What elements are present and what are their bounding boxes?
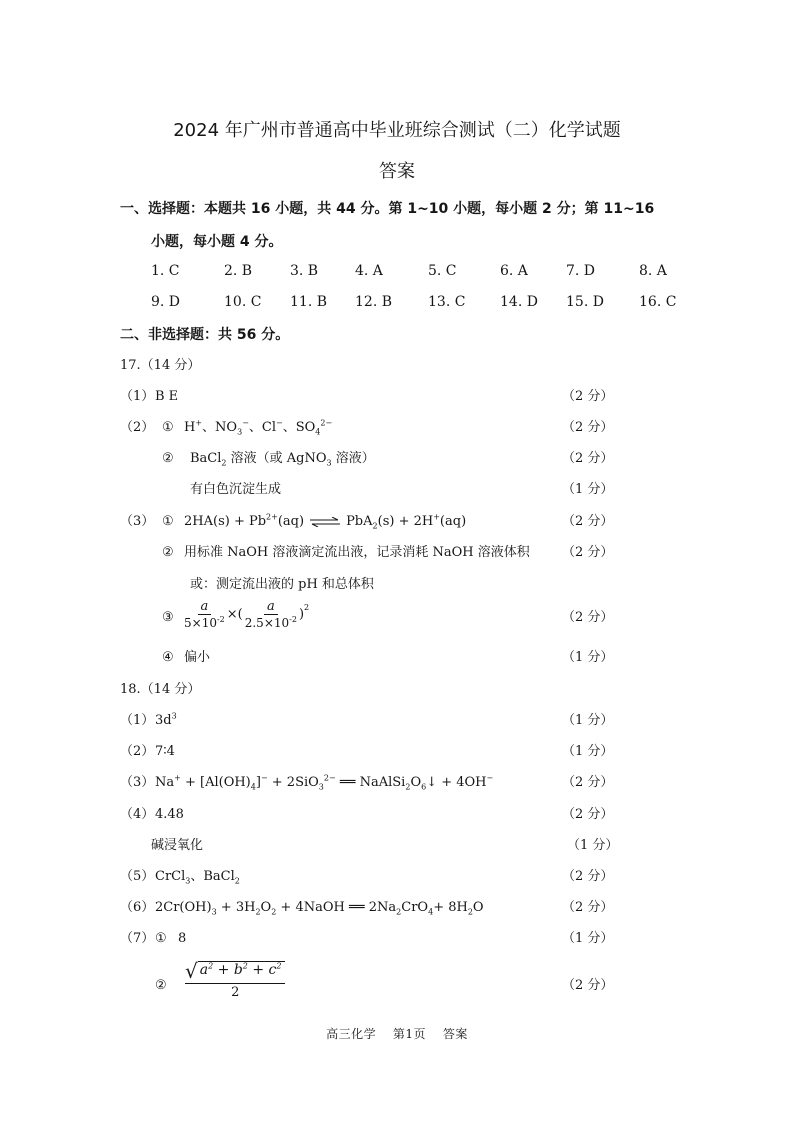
q18-part1-label: （1） bbox=[120, 713, 155, 728]
q18-part4-label: （4） bbox=[120, 807, 155, 822]
q18-part2-label: （2） bbox=[120, 744, 155, 759]
score: （2 分） bbox=[562, 900, 614, 915]
q18-part5-answer: CrCl$_3$、BaCl$_2$ bbox=[155, 869, 240, 886]
choice-answer: 13. C bbox=[428, 294, 466, 310]
circled-number: ① bbox=[155, 931, 167, 946]
q18-part3-label: （3） bbox=[120, 775, 155, 790]
choice-answer: 9. D bbox=[151, 294, 181, 310]
score: （2 分） bbox=[562, 869, 614, 884]
q17-part3-formula: $\frac{a}{5\times 10^{-2}}$ ×( $\frac{a}{2.5\times 10^{-2}}$ )$^2$ bbox=[184, 599, 310, 630]
choice-answer: 11. B bbox=[290, 294, 328, 310]
page-footer: 高三化学 第1页 答案 bbox=[326, 1027, 468, 1041]
score: （2 分） bbox=[562, 514, 614, 529]
q17-part2-reagent: BaCl$_2$ 溶液（或 AgNO$_3$ 溶液） bbox=[190, 451, 375, 468]
score: （1 分） bbox=[562, 650, 614, 665]
score: （2 分） bbox=[562, 451, 614, 466]
q18-part2-answer: 7∶4 bbox=[155, 744, 175, 759]
q17-part3-answer4: 偏小 bbox=[184, 650, 211, 665]
circled-number: ② bbox=[162, 545, 174, 560]
q17-part3-label: （3） bbox=[120, 514, 155, 529]
circled-number: ① bbox=[162, 514, 174, 529]
choice-answer: 5. C bbox=[428, 263, 457, 279]
equilibrium-arrow-icon bbox=[310, 517, 340, 527]
section1-heading: 一、选择题：本题共 16 小题，共 44 分。第 1~10 小题，每小题 2 分；第 11~16 bbox=[120, 201, 655, 217]
q18-part7-formula bbox=[185, 961, 285, 999]
circled-number: ③ bbox=[162, 610, 174, 625]
score: （1 分） bbox=[562, 744, 614, 759]
score: （2 分） bbox=[562, 420, 614, 435]
choice-answer: 12. B bbox=[355, 294, 393, 310]
circled-number: ① bbox=[162, 420, 174, 435]
circled-number: ② bbox=[155, 978, 167, 993]
choice-answer: 6. A bbox=[500, 263, 528, 279]
q17-part2-observation: 有白色沉淀生成 bbox=[190, 482, 282, 497]
choice-answer: 14. D bbox=[500, 294, 538, 310]
q18-part4-answer2: 碱浸氧化 bbox=[151, 838, 204, 853]
choice-answer: 10. C bbox=[224, 294, 262, 310]
q18-part4-answer: 4.48 bbox=[155, 807, 184, 822]
q17-part1-answer: B E bbox=[155, 389, 179, 404]
q17-header: 17.（14 分） bbox=[120, 358, 201, 373]
q17-part3-equilibrium: $2HA(s) + Pb^{2+}(aq) PbA_2(s) + 2H^+(aq)$ bbox=[184, 512, 467, 531]
q18-part5-label: （5） bbox=[120, 869, 155, 884]
choice-answer: 1. C bbox=[151, 263, 180, 279]
q18-part7-label: （7） bbox=[120, 931, 155, 946]
score: （1 分） bbox=[562, 713, 614, 728]
choice-answer: 3. B bbox=[290, 263, 319, 279]
q17-part1-label: （1） bbox=[120, 389, 155, 404]
choice-answer: 7. D bbox=[566, 263, 596, 279]
q18-header: 18.（14 分） bbox=[120, 682, 201, 697]
section1-heading-cont: 小题，每小题 4 分。 bbox=[151, 234, 283, 250]
circled-number: ④ bbox=[162, 650, 174, 665]
q18-part1-answer: $3d^3$ bbox=[155, 711, 177, 728]
page-subtitle: 答案 bbox=[379, 161, 415, 182]
choice-answer: 4. A bbox=[355, 263, 383, 279]
q17-part2-label: （2） bbox=[120, 420, 155, 435]
score: （1 分） bbox=[562, 931, 614, 946]
q17-part2-ions: H+、$NO_3^-$、Cl−、$SO_4^{2-}$ bbox=[184, 418, 333, 437]
score: （2 分） bbox=[562, 978, 614, 993]
score: （1 分） bbox=[562, 482, 614, 497]
choice-answer: 2. B bbox=[224, 263, 253, 279]
circled-number: ② bbox=[162, 451, 174, 466]
score: （2 分） bbox=[562, 807, 614, 822]
fraction: $\frac{a}{5\times 10^{-2}}$ bbox=[184, 599, 225, 630]
q18-part3-equation: $Na^+ + [Al(OH)_4]^- + 2SiO_3^{2-}$ ══ $NaAlSi_2O_6↓ + 4OH^-$ bbox=[155, 773, 494, 792]
q18-part7-answer1: 8 bbox=[178, 931, 187, 946]
score: （2 分） bbox=[562, 545, 614, 560]
q18-part6-label: （6） bbox=[120, 900, 155, 915]
choice-answer: 16. C bbox=[639, 294, 677, 310]
sqrt-expression: √ $a^2 + b^2 + c^2$ bbox=[185, 961, 285, 984]
section2-heading: 二、非选择题：共 56 分。 bbox=[120, 327, 290, 343]
choice-answer: 15. D bbox=[566, 294, 604, 310]
q17-part3-method: 用标准 NaOH 溶液滴定流出液，记录消耗 NaOH 溶液体积 bbox=[184, 545, 530, 560]
q17-part3-method-alt: 或：测定流出液的 pH 和总体积 bbox=[190, 577, 374, 592]
fraction: √ $a^2 + b^2 + c^2$ 2 bbox=[185, 961, 285, 999]
fraction: $\frac{a}{2.5\times 10^{-2}}$ bbox=[244, 599, 297, 630]
choice-answer: 8. A bbox=[639, 263, 667, 279]
q18-part6-equation: $2Cr(OH)_3 + 3H_2O_2$ + 4NaOH ══ $2Na_2CrO_4+ 8H_2O$ bbox=[155, 900, 484, 917]
score: （2 分） bbox=[562, 775, 614, 790]
page-title: 2024 年广州市普通高中毕业班综合测试（二）化学试题 bbox=[173, 120, 621, 141]
score: （2 分） bbox=[562, 389, 614, 404]
score: （1 分） bbox=[567, 838, 619, 853]
score: （2 分） bbox=[562, 610, 614, 625]
